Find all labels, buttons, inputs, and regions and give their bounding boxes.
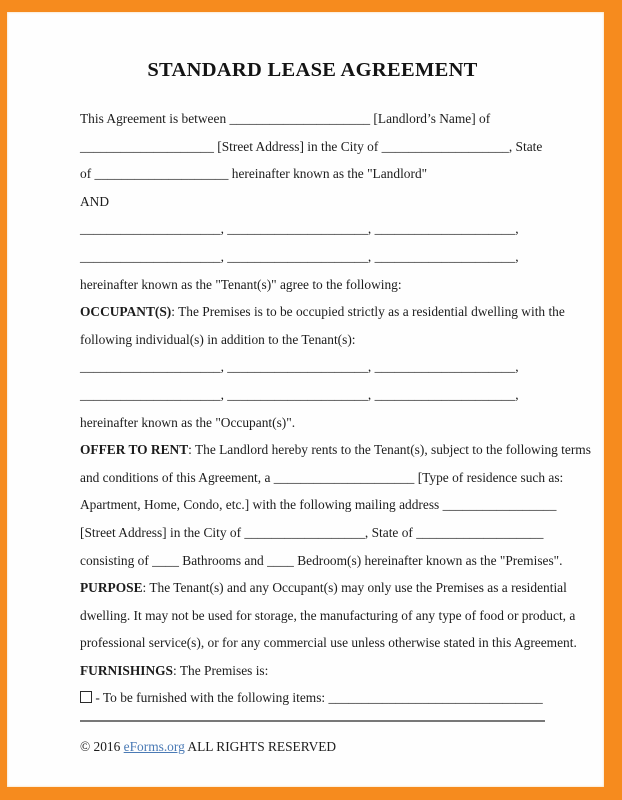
form-text: [Street Address] in the City of __________________, State of ___________________ bbox=[80, 524, 544, 540]
section-heading: OCCUPANT(S) bbox=[80, 304, 172, 320]
form-line bbox=[80, 657, 545, 685]
copyright-text: © 2016 bbox=[80, 739, 124, 755]
form-line bbox=[80, 547, 563, 575]
form-line bbox=[80, 271, 545, 299]
section-heading: FURNISHINGS bbox=[80, 662, 174, 678]
form-text: : The Premises is: bbox=[173, 662, 269, 678]
form-text: : The Premises is to be occupied strictly as a residential dwelling with the bbox=[171, 304, 565, 320]
form-line bbox=[80, 464, 564, 492]
form-text: _____________________, _____________________, _____________________, bbox=[80, 248, 519, 264]
footer bbox=[80, 733, 545, 760]
form-line bbox=[80, 491, 557, 519]
form-line bbox=[80, 298, 565, 326]
form-text: - To be furnished with the following items: ________________________________ bbox=[92, 690, 543, 706]
form-line bbox=[80, 381, 545, 409]
form-line bbox=[80, 353, 545, 381]
form-line bbox=[80, 602, 576, 630]
form-text: of ____________________ hereinafter known as the "Landlord" bbox=[80, 166, 428, 182]
form-line bbox=[80, 436, 591, 464]
form-line bbox=[80, 160, 545, 188]
form-line bbox=[80, 409, 545, 437]
form-text: professional service(s), or for any commercial use unless otherwise stated in this Agreement. bbox=[80, 635, 577, 651]
form-text: dwelling. It may not be used for storage, the manufacturing of any type of food or product, a bbox=[80, 607, 576, 623]
form-text: : The Tenant(s) and any Occupant(s) may only use the Premises as a residential bbox=[142, 580, 567, 596]
form-text: hereinafter known as the "Tenant(s)" agree to the following: bbox=[80, 276, 402, 292]
form-line bbox=[80, 243, 545, 271]
eforms-link[interactable]: eForms.org bbox=[123, 739, 185, 755]
form-line bbox=[80, 133, 545, 161]
form-text: following individual(s) in addition to the Tenant(s): bbox=[80, 331, 356, 347]
form-lines bbox=[80, 105, 591, 712]
form-text: AND bbox=[80, 193, 110, 209]
form-text: and conditions of this Agreement, a _____________________ [Type of residence such as: bbox=[80, 469, 564, 485]
form-text: This Agreement is between _____________________ [Landlord’s Name] of bbox=[80, 111, 491, 126]
form-line bbox=[80, 519, 545, 547]
form-line bbox=[80, 105, 545, 133]
form-line bbox=[80, 574, 567, 602]
document-page bbox=[7, 12, 604, 787]
footer-divider bbox=[80, 720, 545, 722]
form-text: hereinafter known as the "Occupant(s)". bbox=[80, 414, 296, 430]
form-text: : The Landlord hereby rents to the Tenant(s), subject to the following terms bbox=[188, 442, 591, 458]
section-heading: OFFER TO RENT bbox=[80, 442, 189, 458]
form-line bbox=[80, 188, 545, 216]
form-text: consisting of ____ Bathrooms and ____ Bedroom(s) hereinafter known as the "Premises". bbox=[80, 552, 563, 568]
form-text: _____________________, _____________________, _____________________, bbox=[80, 221, 519, 237]
form-text: ____________________ [Street Address] in the City of ___________________, State bbox=[80, 138, 543, 154]
form-line bbox=[80, 215, 545, 243]
form-line bbox=[80, 629, 577, 657]
furnished-checkbox[interactable] bbox=[80, 691, 92, 703]
form-line bbox=[80, 326, 545, 354]
form-line bbox=[80, 684, 545, 712]
form-text: Apartment, Home, Condo, etc.] with the following mailing address _________________ bbox=[80, 497, 557, 513]
form-text: _____________________, _____________________, _____________________, bbox=[80, 359, 519, 375]
document-title: STANDARD LEASE AGREEMENT bbox=[147, 59, 478, 81]
rights-reserved-text: ALL RIGHTS RESERVED bbox=[184, 739, 337, 755]
form-text: _____________________, _____________________, _____________________, bbox=[80, 386, 519, 402]
section-heading: PURPOSE bbox=[80, 580, 143, 596]
